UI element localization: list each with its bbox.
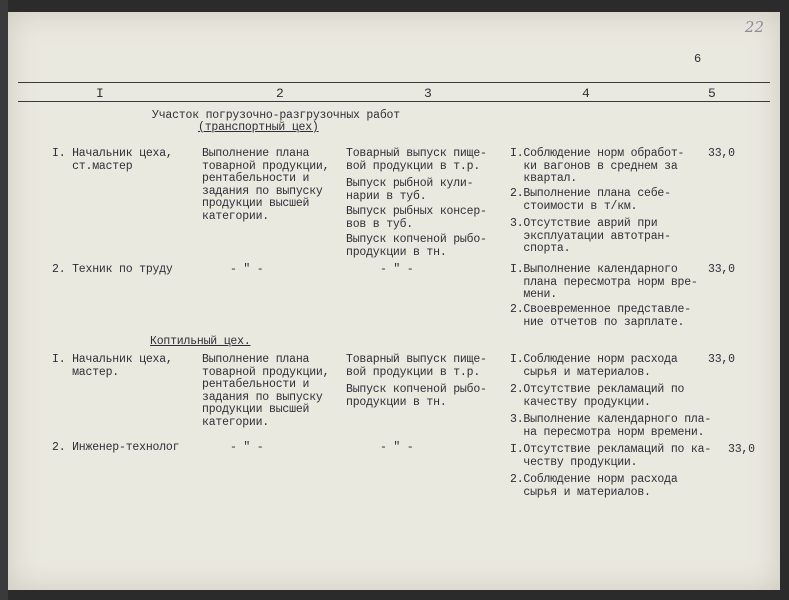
section-title: Участок погрузочно-разгрузочных работ: [152, 109, 400, 122]
output-cell: Товарный выпуск пище- вой продукции в т.р.: [346, 147, 487, 173]
column-header-2: 2: [276, 86, 284, 101]
condition-cell: 2.Отсутствие рекламаций по качеству продукции.: [510, 383, 685, 409]
section-subtitle: (транспортный цех): [198, 121, 319, 134]
percent-cell: 33,0: [708, 147, 735, 160]
indicator-cell: Выполнение плана товарной продукции, рентабельности и задания по выпуску продукции высшей категории.: [202, 353, 330, 429]
column-header-4: 4: [582, 86, 590, 101]
ditto-mark: - " -: [380, 263, 414, 276]
ditto-mark: - " -: [380, 441, 414, 454]
output-cell: Выпуск рыбной кули- нарии в туб.: [346, 177, 474, 203]
condition-cell: 2.Соблюдение норм расхода сырья и материалов.: [510, 473, 678, 499]
ditto-mark: - " -: [230, 263, 264, 276]
condition-cell: I.Соблюдение норм обработ- ки вагонов в среднем за квартал.: [510, 147, 685, 185]
condition-cell: 2.Своевременное представле- ние отчетов по зарплате.: [510, 303, 691, 329]
position-cell: I. Начальник цеха, ст.мастер: [52, 147, 173, 173]
page-number: 6: [694, 52, 702, 66]
output-cell: Выпуск рыбных консер- вов в туб.: [346, 205, 487, 231]
percent-cell: 33,0: [728, 443, 755, 456]
column-header-3: 3: [424, 86, 432, 101]
column-header-5: 5: [708, 86, 716, 101]
table-top-rule: [18, 82, 770, 83]
percent-cell: 33,0: [708, 353, 735, 366]
output-cell: Товарный выпуск пище- вой продукции в т.р.: [346, 353, 487, 379]
ditto-mark: - " -: [230, 441, 264, 454]
condition-cell: 3.Выполнение календарного пла- на пересмотра норм времени.: [510, 413, 712, 439]
table-header-rule: [18, 101, 770, 102]
condition-cell: I.Отсутствие рекламаций по ка- честву продукции.: [510, 443, 712, 469]
document-sheet: [8, 12, 780, 590]
archive-sheet-number: 22: [744, 18, 764, 36]
percent-cell: 33,0: [708, 263, 735, 276]
output-cell: Выпуск копченой рыбо- продукции в тн.: [346, 233, 487, 259]
condition-cell: 3.Отсутствие аврий при эксплуатации автотран- спорта.: [510, 217, 671, 255]
condition-cell: I.Соблюдение норм расхода сырья и материалов.: [510, 353, 678, 379]
column-header-1: I: [96, 86, 104, 101]
position-cell: 2. Инженер-технолог: [52, 441, 180, 454]
condition-cell: 2.Выполнение плана себе- стоимости в т/км.: [510, 187, 671, 213]
indicator-cell: Выполнение плана товарной продукции, рентабельности и задания по выпуску продукции высшей категории.: [202, 147, 330, 223]
position-cell: 2. Техник по труду: [52, 263, 173, 276]
scan-edge: [0, 0, 8, 600]
condition-cell: I.Выполнение календарного плана пересмотра норм вре- мени.: [510, 263, 698, 301]
position-cell: I. Начальник цеха, мастер.: [52, 353, 173, 379]
output-cell: Выпуск копченой рыбо- продукции в тн.: [346, 383, 487, 409]
section-title: Коптильный цех.: [150, 335, 251, 348]
